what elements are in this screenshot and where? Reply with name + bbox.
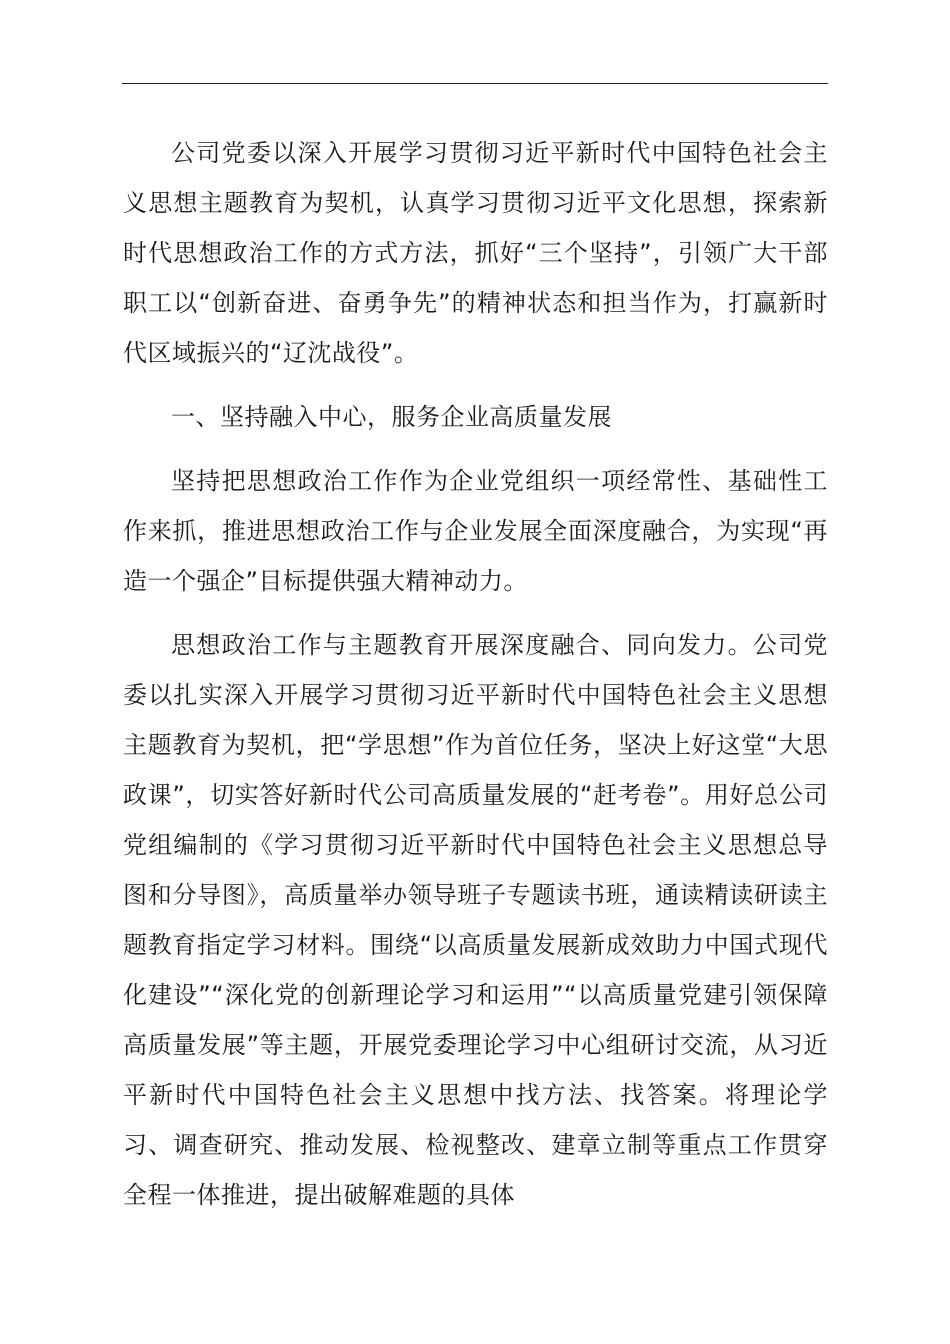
paragraph-section-1-detail: 思想政治工作与主题教育开展深度融合、同向发力。公司党委以扎实深入开展学习贯彻习近平新时代中国特色社会主义思想主题教育为契机，把“学思想”作为首位任务，坚决上好这堂“大思政课”，切实答好新时代公司高质量发展的“赶考卷”。用好总公司党组编制的《学习贯彻习近平新时代中国特色社会主义思想总导图和分导图》，高质量举办领导班子专题读书班，通读精读研读主题教育指定学习材料。围绕“以高质量发展新成效助力中国式现代化建设”“深化党的创新理论学习和运用”“以高质量党建引领保障高质量发展”等主题，开展党委理论学习中心组研讨交流，从习近平新时代中国特色社会主义思想中找方法、找答案。将理论学习、调查研究、推动发展、检视整改、建章立制等重点工作贯穿全程一体推进，提出破解难题的具体 xyxy=(123,631,828,1209)
section-heading-1: 一、坚持融入中心，服务企业高质量发展 xyxy=(171,403,612,431)
header-rule xyxy=(122,83,828,84)
paragraph-intro: 公司党委以深入开展学习贯彻习近平新时代中国特色社会主义思想主题教育为契机，认真学习贯彻习近平文化思想，探索新时代思想政治工作的方式方法，抓好“三个坚持”，引领广大干部职工以“创新奋进、奋勇争先”的精神状态和担当作为，打赢新时代区域振兴的“辽沈战役”。 xyxy=(123,139,828,367)
document-body xyxy=(123,128,828,1220)
paragraph-section-1-summary: 坚持把思想政治工作作为企业党组织一项经常性、基础性工作来抓，推进思想政治工作与企业发展全面深度融合，为实现“再造一个强企”目标提供强大精神动力。 xyxy=(123,467,828,595)
